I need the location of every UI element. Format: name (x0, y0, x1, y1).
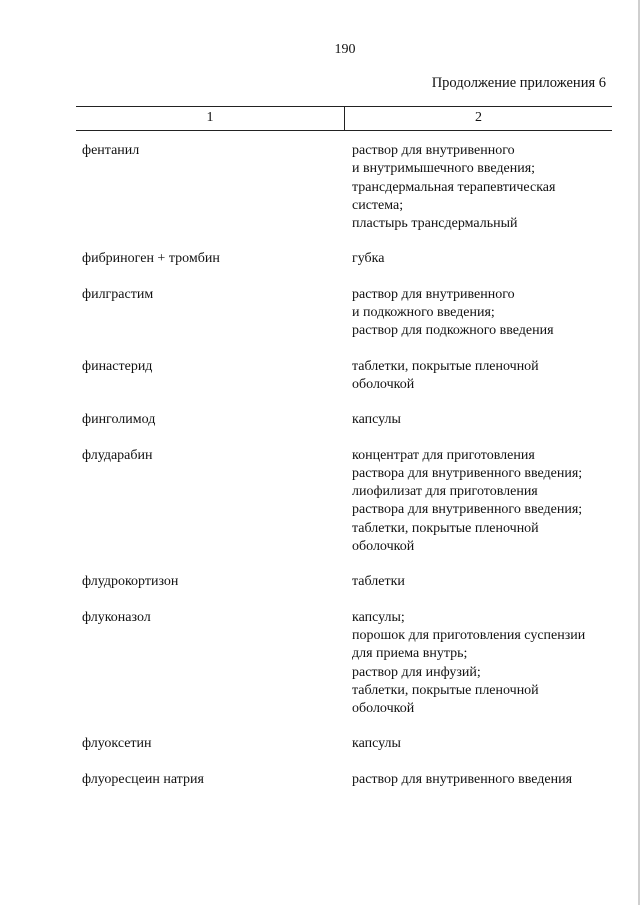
dosage-form-line: трансдермальная терапевтическая (352, 179, 556, 195)
dosage-form-line: таблетки (352, 574, 405, 590)
dosage-form-line: раствор для подкожного введения (352, 323, 554, 339)
table-row (82, 358, 612, 395)
page-number: 190 (334, 42, 356, 57)
drug-name: флударабин (82, 447, 153, 463)
dosage-form-line: таблетки, покрытые пленочной (352, 358, 539, 374)
dosage-form-line: оболочкой (352, 701, 415, 717)
drug-name: фентанил (82, 143, 140, 158)
table-row (82, 735, 612, 753)
dosage-forms (352, 142, 612, 233)
dosage-forms (352, 771, 612, 789)
dosage-form-line: пластырь трансдермальный (352, 216, 518, 232)
dosage-forms (352, 735, 612, 753)
column-header-2: 2 (475, 110, 482, 125)
dosage-form-line: капсулы (352, 412, 401, 428)
table-row (82, 286, 612, 341)
drug-name: филграстим (82, 286, 154, 302)
column-header-1: 1 (206, 110, 214, 125)
table-row (82, 250, 612, 268)
dosage-form-line: раствор для внутривенного (352, 286, 515, 302)
drug-name: флудрокортизон (82, 574, 179, 590)
drug-name: флуоксетин (82, 736, 152, 752)
dosage-forms (352, 609, 612, 719)
dosage-form-line: лиофилизат для приготовления (352, 484, 538, 500)
dosage-forms (352, 286, 612, 341)
dosage-form-line: и внутримышечного введения; (352, 161, 536, 177)
dosage-form-line: раствор для внутривенного введения (352, 771, 573, 787)
dosage-form-line: раствора для внутривенного введения; (352, 502, 583, 518)
drug-name: флуоресцеин натрия (82, 771, 204, 787)
dosage-form-line: и подкожного введения; (352, 305, 495, 321)
dosage-forms (352, 573, 612, 591)
column-header-row (76, 106, 612, 131)
drug-name: фибриноген + тромбин (82, 251, 220, 267)
dosage-forms (352, 250, 612, 268)
dosage-form-line: для приема внутрь; (352, 646, 468, 662)
dosage-form-line: концентрат для приготовления (352, 447, 535, 463)
dosage-forms (352, 411, 612, 429)
dosage-form-line: оболочкой (352, 539, 415, 555)
drug-name: флуконазол (82, 609, 151, 625)
drug-table-body (82, 142, 612, 806)
dosage-form-line: таблетки, покрытые пленочной (352, 682, 539, 698)
table-row (82, 771, 612, 789)
dosage-form-line: капсулы (352, 736, 401, 752)
dosage-forms (352, 447, 612, 557)
dosage-form-line: раствора для внутривенного введения; (352, 465, 583, 481)
dosage-form-line: система; (352, 197, 404, 213)
dosage-form-line: губка (352, 251, 385, 267)
dosage-forms (352, 358, 612, 395)
drug-name: финастерид (82, 358, 153, 374)
continuation-label: Продолжение приложения 6 (431, 75, 606, 91)
dosage-form-line: капсулы; (352, 609, 405, 625)
table-row (82, 142, 612, 233)
table-row (82, 447, 612, 557)
table-row (82, 573, 612, 591)
dosage-form-line: порошок для приготовления суспензии (352, 627, 586, 643)
table-row (82, 411, 612, 429)
table-row (82, 609, 612, 719)
drug-name: финголимод (82, 412, 156, 428)
dosage-form-line: таблетки, покрытые пленочной (352, 520, 539, 536)
dosage-form-line: раствор для внутривенного (352, 143, 515, 158)
dosage-form-line: раствор для инфузий; (352, 664, 481, 680)
dosage-form-line: оболочкой (352, 376, 415, 392)
